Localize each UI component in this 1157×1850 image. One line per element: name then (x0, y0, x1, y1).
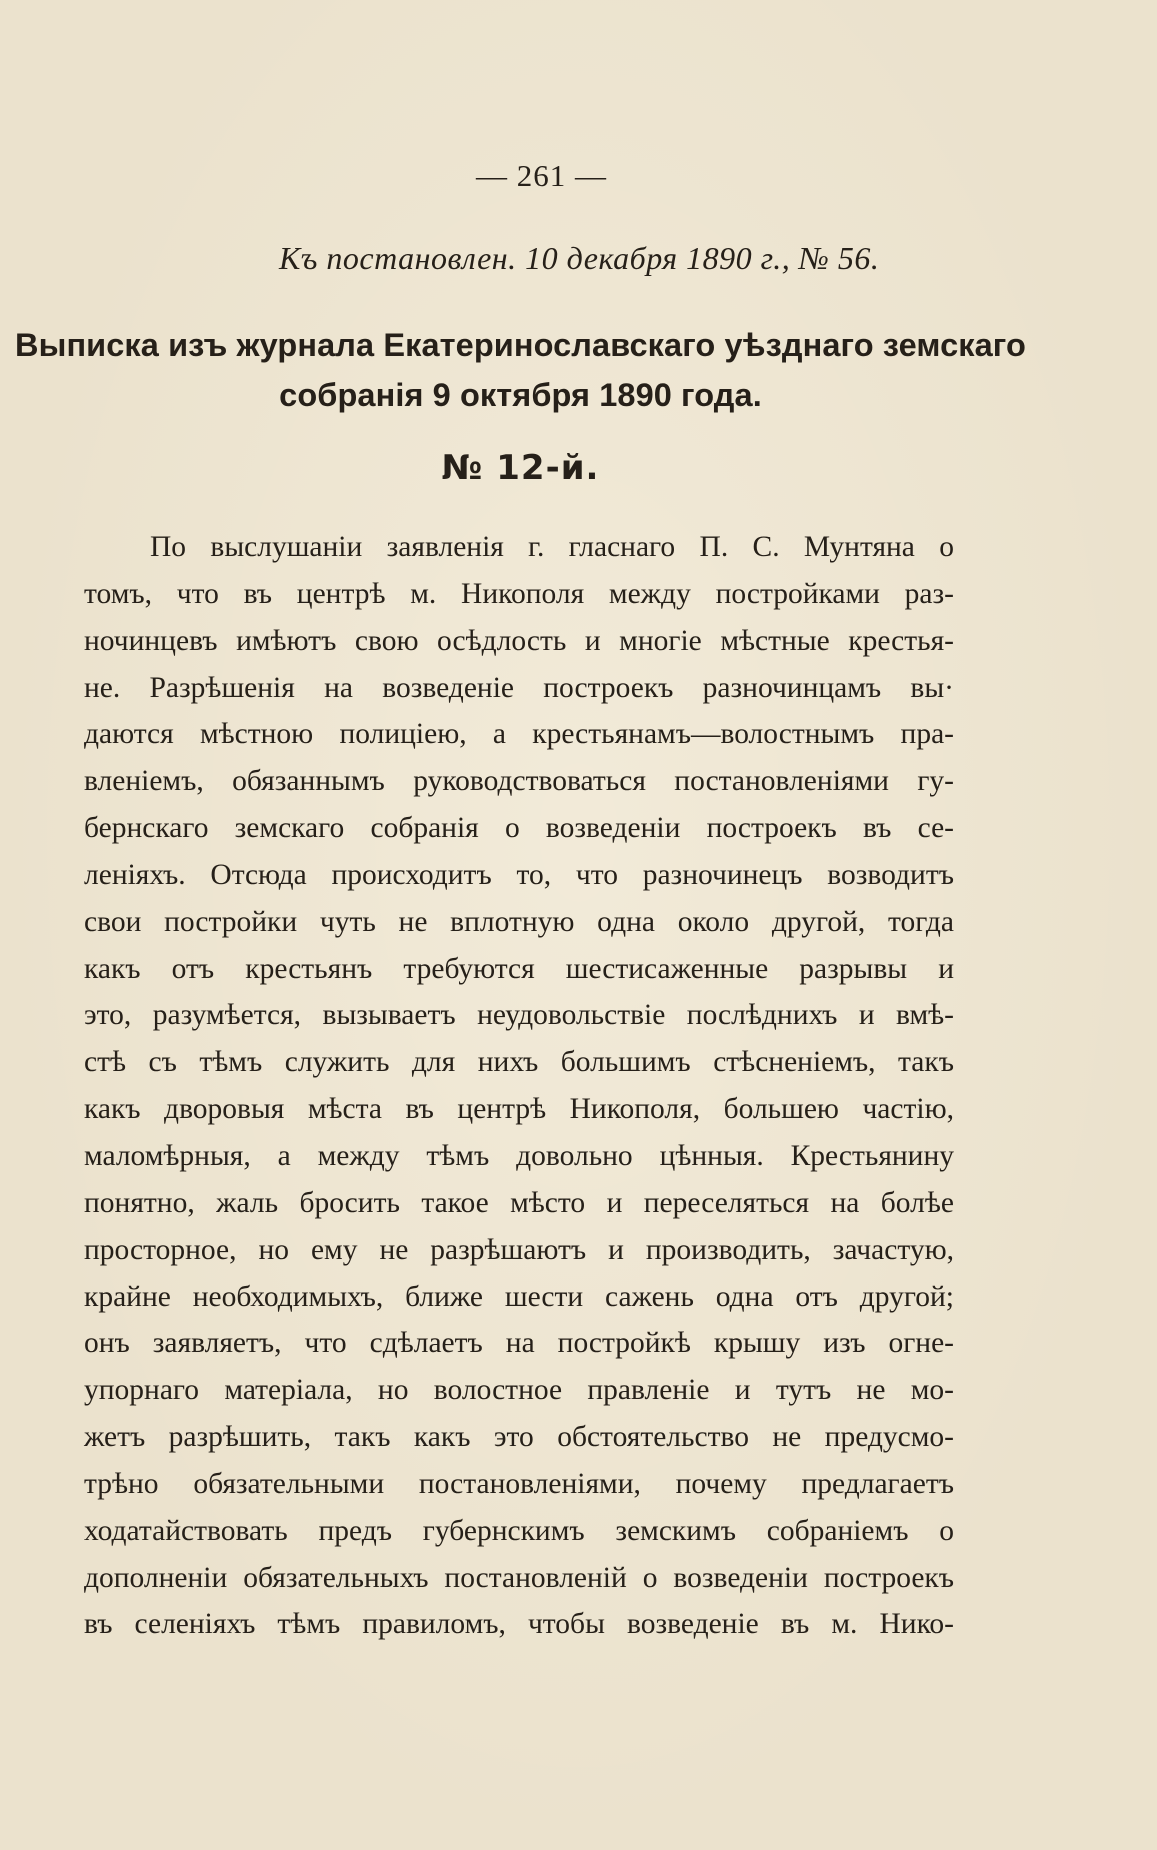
body-line: трѣно обязательными постановленіями, почему предлагаетъ (84, 1467, 954, 1500)
resolution-reference: Къ постановлен. 10 декабря 1890 г., № 56. (279, 240, 880, 276)
body-line: онъ заявляетъ, что сдѣлаетъ на постройкѣ крышу изъ огне- (84, 1327, 954, 1360)
page-number: — 261 — (476, 158, 607, 193)
body-line: свои постройки чуть не вплотную одна около другой, тогда (84, 905, 954, 938)
body-line: томъ, что въ центрѣ м. Никополя между постройками раз- (84, 577, 954, 610)
body-line: это, разумѣется, вызываетъ неудовольствіе послѣднихъ и вмѣ- (84, 999, 954, 1032)
entry-number: № 12-й. (441, 448, 600, 488)
body-line: крайне необходимыхъ, ближе шести сажень одна отъ другой; (84, 1280, 954, 1313)
body-line: стѣ съ тѣмъ служить для нихъ большимъ стѣсненіемъ, такъ (84, 1046, 954, 1079)
body-line: въ селеніяхъ тѣмъ правиломъ, чтобы возведеніе въ м. Нико- (84, 1608, 954, 1641)
heading-line-1: Выписка изъ журнала Екатеринославскаго уѣзднаго земскаго (15, 327, 1026, 363)
body-line: маломѣрныя, а между тѣмъ довольно цѣнныя. Крестьянину (84, 1139, 954, 1172)
heading-line-2: собранія 9 октября 1890 года. (279, 377, 762, 413)
body-line: даются мѣстною полиціею, а крестьянамъ—волостнымъ пра- (84, 718, 954, 751)
body-line: дополненіи обязательныхъ постановленій о возведеніи построекъ (84, 1561, 954, 1594)
body-line: какъ отъ крестьянъ требуются шестисаженные разрывы и (84, 952, 954, 985)
body-line: просторное, но ему не разрѣшаютъ и производить, зачастую, (84, 1233, 954, 1266)
body-line: не. Разрѣшенія на возведеніе построекъ разночинцамъ вы· (84, 671, 954, 704)
document-heading (0, 320, 1099, 420)
body-line: упорнаго матеріала, но волостное правленіе и тутъ не мо- (84, 1374, 954, 1407)
body-line: понятно, жаль бросить такое мѣсто и переселяться на болѣе (84, 1186, 954, 1219)
body-line: ходатайствовать предъ губернскимъ земскимъ собраніемъ о (84, 1514, 954, 1547)
body-line: леніяхъ. Отсюда происходитъ то, что разночинецъ возводитъ (84, 858, 954, 891)
body-line: По выслушаніи заявленія г. гласнаго П. С. Мунтяна о (150, 531, 954, 563)
body-line: какъ дворовыя мѣста въ центрѣ Никополя, большею частію, (84, 1093, 954, 1126)
body-line: ночинцевъ имѣютъ свою осѣдлость и многіе мѣстные крестья- (84, 624, 954, 657)
body-text (84, 524, 954, 1648)
body-line: жетъ разрѣшить, такъ какъ это обстоятельство не предусмо- (84, 1421, 954, 1454)
body-line: бернскаго земскаго собранія о возведеніи построекъ въ се- (84, 812, 954, 845)
body-line: вленіемъ, обязаннымъ руководствоваться постановленіями гу- (84, 765, 954, 798)
